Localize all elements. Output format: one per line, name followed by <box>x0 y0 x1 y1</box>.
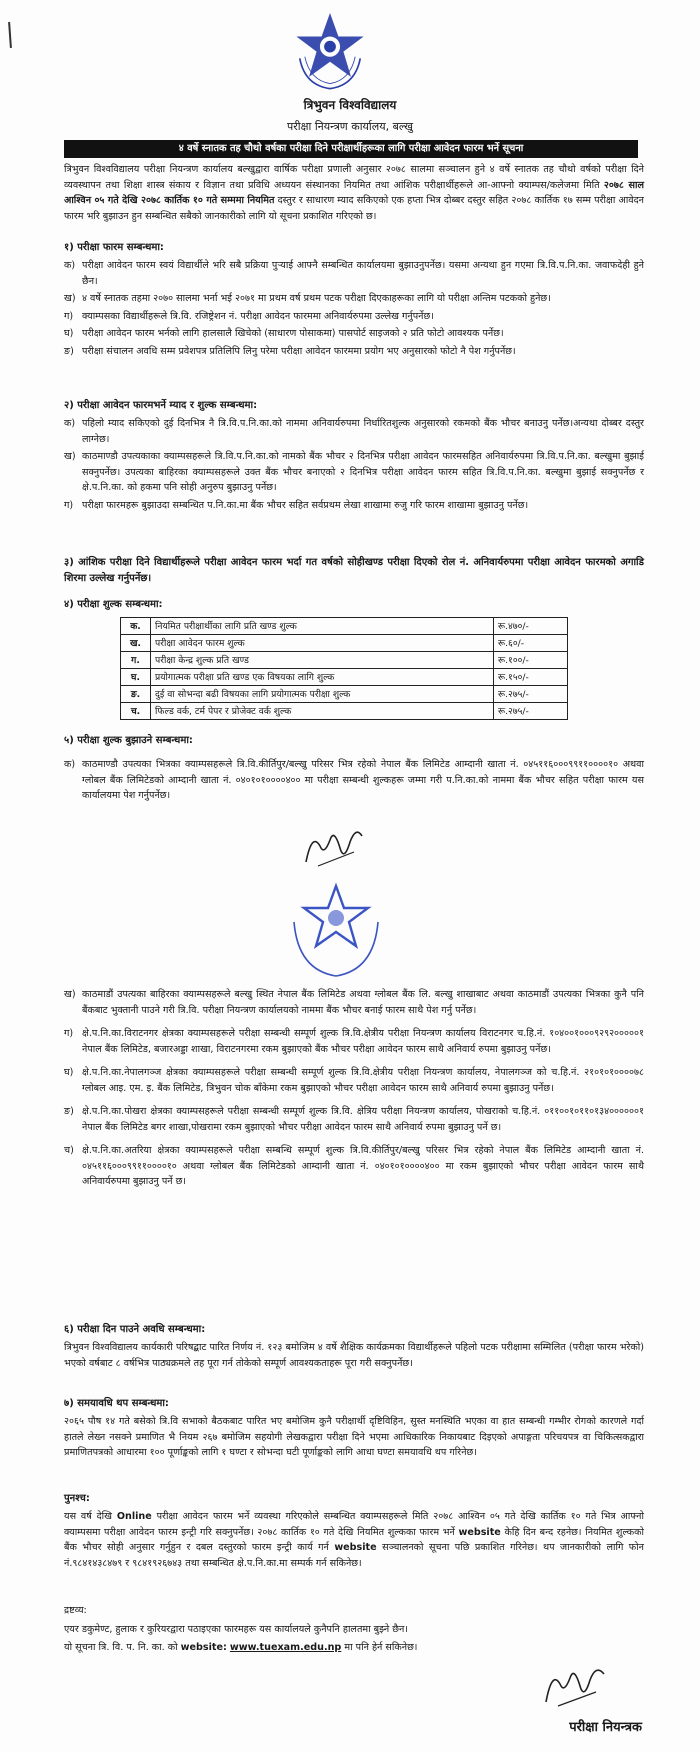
fee-amount: रू.२७५/- <box>494 703 568 720</box>
item-text: परीक्षा आवेदन फारम स्वयं विद्यार्थीले भरि सबै प्रक्रिया पुऱ्याई आफ्नै सम्बन्धित कार्यालयमा बुझाउनुपर्नेछ। यसमा अन्यथा हुन गएमा त्रि.वि.प.नि.का. जवाफदेही हुने छैन। <box>82 260 644 287</box>
fee-key: च. <box>121 703 151 720</box>
item-text: काठमाण्डौ उपत्यकाका क्याम्पसहरूले त्रि.वि.प.नि.का.को नामको बैंक भौचर २ दिनभित्र परीक्षा आवेदन फारमसहित अनिवार्यरुपमा त्रि.वि.प.नि.का. बल्खुमा बुझाई सक्नुपर्नेछ। उपत्यका बाहिरका क्याम्पसहरूले उक्त बैंक भौचर बनाएको २ दिनभित्र परीक्षा आवेदन फारम सहित त्रि.वि.प.नि.का. बल्खुमा बुझाई सक्नुपर्नेछ र क्षे.प.नि.का. को हकमा पनि सोही अनुरुप बुझाउनु पर्नेछ। <box>82 451 644 494</box>
online-word: Online <box>116 1511 152 1523</box>
section-title: ५) परीक्षा शुल्क बुझाउने सम्बन्धमा: <box>64 735 193 746</box>
margin-mark <box>8 22 12 48</box>
website-link[interactable]: www.tuexam.edu.np <box>229 1642 342 1654</box>
section-title: २) परीक्षा आवेदन फारमभर्ने म्याद र शुल्क सम्बन्धमा: <box>64 400 258 411</box>
section-fee-payment-cont <box>64 985 644 1190</box>
list-item <box>64 291 644 307</box>
item-text: क्याम्पसका विद्यार्थीहरूले त्रि.वि. रजिष्ट्रेशन नं. परीक्षा आवेदन फारममा अनिवार्यरुपमा उल्लेख गर्नुपर्नेछ। <box>82 310 434 322</box>
item-key: ङ) <box>64 345 74 357</box>
item-key: घ) <box>64 1067 74 1079</box>
table-row <box>121 703 568 720</box>
office-name: परीक्षा नियन्त्रण कार्यालय, बल्खु <box>287 120 413 133</box>
fee-key: ङ. <box>121 686 151 703</box>
section-deadline-fee <box>64 398 644 513</box>
section-exam-period <box>64 1322 644 1371</box>
section-text: २०६५ पौष १४ गते बसेको त्रि.वि सभाको बैठकबाट पारित भए बमोजिम कुनै परीक्षार्थी दृष्टिविहिन, सुस्त मनस्थिति भएका वा हात सम्बन्धी गम्भीर रोगको कारणले गर्दा हातले लेख्न नसक्ने प्रमाणित भै नियम २६७ बमोजिम सहयोगी लेखकद्वारा परीक्षा दिने भएमा आधिकारिक निकायबाट दिइएको अपाङ्गता परिचयपत्र वा चिकित्सकद्वारा प्रमाणितपत्रको आधारमा १०० पूर्णाङ्कको लागि १ घण्टा र सोभन्दा घटी पूर्णाङ्कको लागि आधा घण्टा समयावधि थप गरिनेछ। <box>64 1416 644 1459</box>
list-item <box>64 309 644 325</box>
item-key: घ) <box>64 328 74 340</box>
intro-dates: २०७८ साल आश्विन ०५ गते देखि २०७८ कार्तिक १० गते सम्ममा नियमित <box>64 179 644 207</box>
fee-table <box>120 617 568 720</box>
section-note <box>64 1603 644 1656</box>
section-fee-title <box>64 597 644 613</box>
postscript-part: केहि दिन बन्द रहनेछ। नियमित शुल्कको बैंक भौचर सोही अनुसार गर्नुहुन र दबल दस्तुरको फारम इन्ट्री कार्य गर्न <box>64 1526 644 1554</box>
fee-key: ख. <box>121 635 151 652</box>
section-title: ४) परीक्षा शुल्क सम्बन्धमा: <box>64 599 163 610</box>
intro-paragraph <box>64 162 644 224</box>
section-fee-payment <box>64 733 644 804</box>
item-key: ख) <box>64 451 76 463</box>
fee-label: प्रयोगात्मक परीक्षा प्रति खण्ड एक विषयका लागि शुल्क <box>151 669 494 686</box>
signature-icon <box>540 1658 612 1710</box>
fee-key: घ. <box>121 669 151 686</box>
fee-label: दुई वा सोभन्दा बढी विषयका लागि प्रयोगात्मक परीक्षा शुल्क <box>151 686 494 703</box>
item-text: काठमाण्डौ उपत्यका भित्रका क्याम्पसहरूले त्रि.वि.कीर्तिपुर/बल्खु परिसर भित्र रहेको नेपाल बैंक लिमिटेड आम्दानी खाता नं. ०४५११६०००९९११००००१० अथवा ग्लोबल बैंक लिमिटेडको आम्दानी खाता नं. ०४०१०१००००४०० मा परीक्षा सम्बन्धी शुल्कहरू जम्मा गरी प.नि.का.को नाममा बैंक भौचर सहित परीक्षा फारम यस कार्यालयमा पेश गर्नुपर्नेछ। <box>82 759 644 802</box>
list-item <box>64 449 644 496</box>
intro-text-end: दस्तुर र साधारण म्याद सकिएको एक हप्ता भित्र दोब्बर दस्तुर सहित २०७८ कार्तिक १७ सम्म परीक्षा आवेदन फारम भरि बुझाउन हुन सम्बन्धित सबैको जानकारीको लागि यो सूचना प्रकाशित गरिएको छ। <box>64 195 644 222</box>
item-key: क) <box>64 759 76 771</box>
fee-amount: रू.१५०/- <box>494 669 568 686</box>
table-row <box>121 635 568 652</box>
item-key: ग) <box>64 499 74 511</box>
fee-key: ग. <box>121 652 151 669</box>
item-text: क्षे.प.नि.का.नेपालगञ्ज क्षेत्रका क्याम्पसहरूले परीक्षा सम्बन्धी सम्पूर्ण शुल्क त्रि.वि.क्षेत्रीय परीक्षा नियन्त्रण कार्यालय, नेपालगञ्ज को च.हि.नं. २१०१०१००००७८ ग्लोबल आइ. एम. इ. बैंक लिमिटेड, त्रिभुवन चोक बाँकेमा रकम बुझाएको भौचर परीक्षा आवेदन फारम साथै अनिवार्य रुपमा बुझाउनु पर्नेछ। <box>82 1067 644 1094</box>
table-row <box>121 686 568 703</box>
fee-amount: रू.४७०/- <box>494 618 568 635</box>
note-text: एयर डकुमेण्ट, हुलाक र कुरियरद्वारा पठाइएका फारमहरू यस कार्यालयले कुनैपनि हालतमा बुझ्ने छैन। <box>64 1623 408 1635</box>
postscript-text <box>64 1509 644 1571</box>
tu-logo-icon <box>288 8 372 92</box>
list-item <box>64 1065 644 1096</box>
item-key: क) <box>64 260 76 272</box>
office-seal-icon <box>280 880 392 980</box>
note-website-line <box>64 1640 644 1656</box>
section-postscript <box>64 1491 644 1571</box>
item-text: क्षे.प.नि.का.पोखरा क्षेत्रका क्याम्पसहरूले परीक्षा सम्बन्धी सम्पूर्ण शुल्क त्रि.वि. क्षेत्रिय परीक्षा नियन्त्रण कार्यालय, पोखराको च.हि.नं. ०११००१०११०१३४००००००१ नेपाल बैंक लिमिटेड बगर शाखा,पोखरामा रकम बुझाएको भौचर परीक्षा आवेदन फारम साथै अनिवार्य रुपमा बुझाउनु पर्ने छ। <box>82 1106 644 1133</box>
fee-label: फिल्ड वर्क, टर्म पेपर र प्रोजेक्ट वर्क शुल्क <box>151 703 494 720</box>
item-key: ख) <box>64 989 76 1000</box>
list-item <box>64 1143 644 1190</box>
list-item <box>64 498 644 514</box>
item-key: ग) <box>64 310 74 322</box>
item-text: क्षे.प.नि.का.विराटनगर क्षेत्रका क्याम्पसहरूले परीक्षा सम्बन्धी सम्पूर्ण शुल्क त्रि.वि.क्षेत्रीय परीक्षा नियन्त्रण कार्यालय विराटनगर च.हि.नं. १०४००१०००९२९२०००००१ नेपाल बैंक लिमिटेड, बजारअड्डा शाखा, विराटनगरमा रकम बुझाएको बैंक भौचर परीक्षा आवेदन फारम साथै अनिवार्य रुपमा बुझाउनु पर्नेछ। <box>82 1028 644 1055</box>
fee-amount: रू.१००/- <box>494 652 568 669</box>
item-text: परीक्षा फारमहरू बुझाउदा सम्बन्धित प.नि.का.मा बैंक भौचर सहित सर्वप्रथम लेखा शाखामा रुजु गरि फारम शाखामा बुझाउनु पर्नेछ। <box>82 499 529 511</box>
fee-label: नियमित परीक्षार्थीका लागि प्रति खण्ड शुल्क <box>151 618 494 635</box>
fee-label: परीक्षा केन्द्र शुल्क प्रति खण्ड <box>151 652 494 669</box>
item-key: क) <box>64 418 76 430</box>
postscript-part: परीक्षा आवेदन फारम भर्ने व्यवस्था गरिएकोले सम्बन्धित क्याम्पसहरूले मिति २०७८ आश्विन ०५ गते देखि कार्तिक १० गते भित्र आफ्नो क्याम्पसमा परीक्षा आवेदन फारम इन्ट्री गरि सक्नुपर्नेछ। २०७८ कार्तिक १० गते देखि नियमित शुल्कका फारम भर्ने <box>64 1511 644 1538</box>
list-item <box>64 1104 644 1135</box>
list-item <box>64 416 644 447</box>
section-title: ७) समयावधि थप सम्बन्धमा: <box>64 1398 169 1409</box>
list-item <box>64 1026 644 1057</box>
item-key: ङ) <box>64 1106 74 1118</box>
website-word: website <box>334 1542 377 1554</box>
section-partial-exam <box>64 555 644 587</box>
intro-text: त्रिभुवन विश्वविद्यालय परीक्षा नियन्त्रण कार्यालय बल्खुद्वारा वार्षिक परीक्षा प्रणाली अनुसार २०७८ सालमा सञ्चालन हुने ४ वर्षे स्नातक तह चौथो वर्षको परीक्षा दिने व्यवस्थापन तथा शिक्षा शास्त्र संकाय र विज्ञान तथा प्रविधि अध्ययन संस्थानका नियमित तथा आंशिक परीक्षार्थीहरूले आ-आफ्नो क्याम्पस/कलेजमा मिति <box>64 164 644 191</box>
signature-icon <box>300 822 370 870</box>
list-item <box>64 344 644 360</box>
section-title: पुनश्च: <box>64 1493 90 1504</box>
table-row <box>121 618 568 635</box>
notice-title: ४ वर्षे स्नातक तह चौथो वर्षका परीक्षा दिने परीक्षार्थीहरूका लागि परीक्षा आवेदन फारम भर्ने सूचना <box>64 140 638 158</box>
section-extra-time <box>64 1396 644 1461</box>
item-text: ४ वर्षे स्नातक तहमा २०७० सालमा भर्ना भई २०७१ मा प्रथम वर्ष प्रथम पटक परीक्षा दिएकाहरूका लागि यो परीक्षा अन्तिम पटकको हुनेछ। <box>82 293 551 305</box>
section-title: ६) परीक्षा दिन पाउने अवधि सम्बन्धमा: <box>64 1324 206 1335</box>
website-word: website <box>458 1526 501 1538</box>
list-item <box>64 326 644 342</box>
fee-key: क. <box>121 618 151 635</box>
item-key: ग) <box>64 1028 74 1040</box>
note-text: मा पनि हेर्न सकिनेछ। <box>344 1642 418 1654</box>
item-text: परीक्षा आवेदन फारम भर्नको लागि हालसालै खिचेको (साधारण पोसाकमा) पासपोर्ट साइजको २ प्रति फोटो आवश्यक पर्नेछ। <box>82 328 504 340</box>
section-exam-form <box>64 240 644 359</box>
postscript-part: सञ्चालनको सूचना पछि प्रकाशित गरिनेछ। थप जानकारीको लागि फोन नं.९८४१४३८४७९ र ९८४१९२६७४३ तथा सम्बन्धित क्षे.प.नि.का.मा सम्पर्क गर्न सकिनेछ। <box>64 1542 644 1569</box>
item-text: क्षे.प.नि.का.अतरिया क्षेत्रका क्याम्पसहरूले परीक्षा सम्बन्धि सम्पूर्ण शुल्क त्रि.वि.कीर्तिपुर/बल्खु परिसर भित्र रहेको नेपाल बैंक लिमिटेड आम्दानी खाता नं. ०४५११६०००९९११००००१० अथवा ग्लोबल बैंक लिमिटेडको आम्दानी खाता नं. ०४०१०१००००४०० मा रकम बुझाएको भौचर परीक्षा आवेदन फारम साथै अनिवार्यरुपमा बुझाउनु पर्ने छ। <box>82 1145 644 1188</box>
postscript-part: यस वर्ष देखि <box>64 1511 113 1523</box>
item-text: परीक्षा संचालन अवधि सम्म प्रवेशपत्र प्रतिलिपि लिनु परेमा परीक्षा आवेदन फारममा प्रयोग भए अनुसारको फोटो नै पेश गर्नुपर्नेछ। <box>82 345 516 357</box>
item-key: च) <box>64 1145 74 1157</box>
section-text: ३) आंशिक परीक्षा दिने विद्यार्थीहरूले परीक्षा आवेदन फारम भर्दा गत वर्षको सोहीखण्ड परीक्षा दिएको रोल नं. अनिवार्यरुपमा परीक्षा आवेदन फारमको अगाडि शिरमा उल्लेख गर्नुपर्नेछ। <box>64 557 644 585</box>
section-text: त्रिभुवन विश्वविद्यालय कार्यकारी परिषद्बाट पारित निर्णय नं. १२३ बमोजिम ४ वर्षे शैक्षिक कार्यक्रमका विद्यार्थीहरूले पहिलो पटक परीक्षामा सम्मिलित (परीक्षा फारम भरेको) भएको वर्षबाट ८ वर्षभित्र पाठ्यक्रमले तह पूरा गर्न तोकेको सम्पूर्ण आवश्यकताहरू पूरा गरी सक्नुपर्नेछ। <box>64 1342 644 1369</box>
fee-amount: रू.२७५/- <box>494 686 568 703</box>
table-row <box>121 652 568 669</box>
fee-amount: रू.६०/- <box>494 635 568 652</box>
item-key: ख) <box>64 293 76 305</box>
table-row <box>121 669 568 686</box>
list-item <box>64 987 644 1018</box>
section-title: १) परीक्षा फारम सम्बन्धमा: <box>64 242 164 253</box>
list-item <box>64 757 644 804</box>
website-label: website: <box>180 1642 227 1654</box>
note-text: यो सूचना त्रि. वि. प. नि. का. को <box>64 1642 178 1654</box>
item-text: काठमाडौं उपत्यका बाहिरका क्याम्पसहरूले बल्खु स्थित नेपाल बैंक लिमिटेड अथवा ग्लोबल बैंक लि. बल्खु शाखाबाट अथवा काठमाडौं उपत्यका भित्रका कुनै पनि बैंकबाट भुक्तानी पाउने गरी त्रि.वि. परीक्षा नियन्त्रण कार्यालयको नाममा बैंक भौचर बनाई फारम साथै पेश गर्नु पर्नेछ। <box>82 989 645 1016</box>
list-item <box>64 258 644 289</box>
section-title: द्रष्टव्य: <box>64 1605 87 1616</box>
item-text: पहिलो म्याद सकिएको दुई दिनभित्र नै त्रि.वि.प.नि.का.को नाममा अनिवार्यरुपमा निर्धारितशुल्क अनुसारको रकमको बैंक भौचर बनाउनु पर्नेछ।अन्यथा दोब्बर दस्तुर लाग्नेछ। <box>82 418 644 445</box>
fee-label: परीक्षा आवेदन फारम शुल्क <box>151 635 494 652</box>
signatory-title: परीक्षा नियन्त्रक <box>569 1720 642 1735</box>
university-name: त्रिभुवन विश्वविद्यालय <box>303 98 397 112</box>
